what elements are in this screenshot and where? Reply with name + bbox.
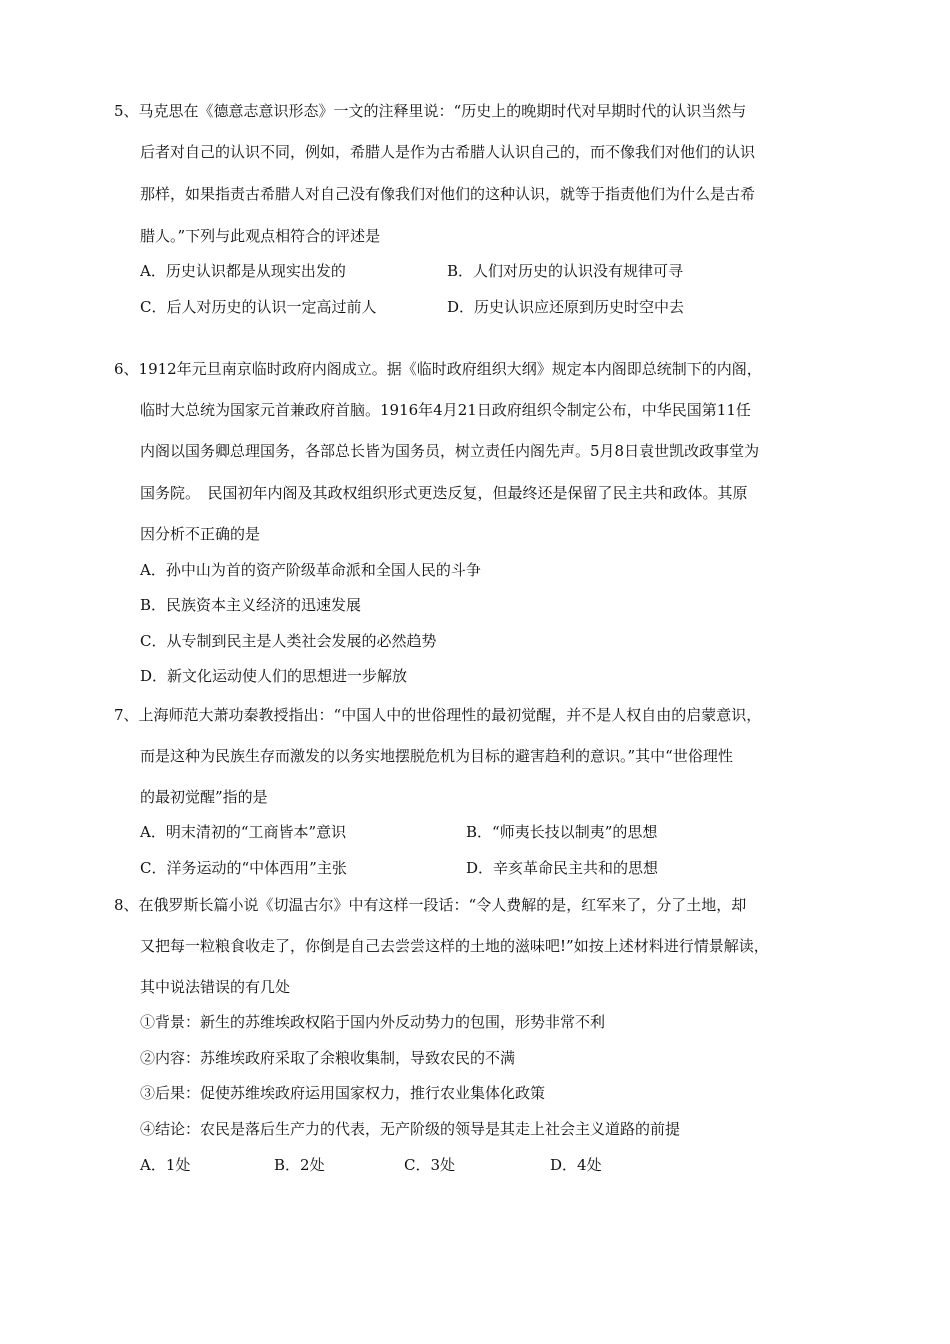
question-5-option-a: A．历史认识都是从现实出发的 xyxy=(140,262,346,280)
question-8-item-4: ④结论：农民是落后生产力的代表，无产阶级的领导是其走上社会主义道路的前提 xyxy=(140,1120,681,1138)
question-7-stem-line-1: 7、上海师范大萧功秦教授指出：“中国人中的世俗理性的最初觉醒，并不是人权自由的启蒙意识， xyxy=(114,706,762,724)
question-6-option-d: D．新文化运动使人们的思想进一步解放 xyxy=(140,667,408,685)
question-7-option-a: A．明末清初的“工商皆本”意识 xyxy=(140,823,347,841)
question-8-item-1: ①背景：新生的苏维埃政权陷于国内外反动势力的包围，形势非常不利 xyxy=(140,1013,606,1031)
question-8-option-d: D．4处 xyxy=(550,1156,602,1174)
question-5-stem-line-4: 腊人。”下列与此观点相符合的评述是 xyxy=(140,227,381,245)
question-5-stem-line-2: 后者对自己的认识不同，例如，希腊人是作为古希腊人认识自己的，而不像我们对他们的认识 xyxy=(140,143,756,161)
question-6-stem-line-4: 国务院。 民国初年内阁及其政权组织形式更迭反复，但最终还是保留了民主共和政体。其原 xyxy=(140,484,748,502)
question-6-stem-line-2: 临时大总统为国家元首兼政府首脑。1916年4月21日政府组织令制定公布，中华民国第11任 xyxy=(140,401,751,419)
question-8-option-c: C．3处 xyxy=(404,1156,456,1174)
question-5-stem-line-3: 那样，如果指责古希腊人对自己没有像我们对他们的这种认识，就等于指责他们为什么是古希 xyxy=(140,185,756,203)
question-8-stem-line-2: 又把每一粒粮食收走了，你倒是自己去尝尝这样的土地的滋味吧!”如按上述材料进行情景解读， xyxy=(140,937,769,955)
question-8-item-2: ②内容：苏维埃政府采取了余粮收集制，导致农民的不满 xyxy=(140,1049,516,1067)
question-8-option-b: B．2处 xyxy=(274,1156,325,1174)
question-6-stem-line-3: 内阁以国务卿总理国务，各部总长皆为国务员，树立责任内阁先声。5月8日袁世凯改政事堂为 xyxy=(140,442,760,460)
question-7-option-b: B．“师夷长技以制夷”的思想 xyxy=(466,823,658,841)
question-6-option-b: B．民族资本主义经济的迅速发展 xyxy=(140,596,362,614)
question-7-option-d: D．辛亥革命民主共和的思想 xyxy=(466,859,659,877)
question-7-stem-line-2: 而是这种为民族生存而激发的以务实地摆脱危机为目标的避害趋利的意识。”其中“世俗理性 xyxy=(140,747,733,765)
question-5-option-c: C．后人对历史的认识一定高过前人 xyxy=(140,298,377,316)
question-8-item-3: ③后果：促使苏维埃政府运用国家权力，推行农业集体化政策 xyxy=(140,1084,546,1102)
question-7-option-c: C．洋务运动的“中体西用”主张 xyxy=(140,859,347,877)
question-8-stem-line-1: 8、在俄罗斯长篇小说《切温古尔》中有这样一段话：“令人费解的是，红军来了，分了土地，却 xyxy=(114,896,747,914)
question-6-option-a: A．孙中山为首的资产阶级革命派和全国人民的斗争 xyxy=(140,561,481,579)
question-6-stem-line-5: 因分析不正确的是 xyxy=(140,525,261,543)
question-5-option-b: B．人们对历史的认识没有规律可寻 xyxy=(447,262,684,280)
question-5-stem-line-1: 5、马克思在《德意志意识形态》一文的注释里说：“历史上的晚期时代对早期时代的认识当然与 xyxy=(114,102,747,120)
question-6-stem-line-1: 6、1912年元旦南京临时政府内阁成立。据《临时政府组织大纲》规定本内阁即总统制下的内阁， xyxy=(114,360,762,378)
question-5-option-d: D．历史认识应还原到历史时空中去 xyxy=(447,298,685,316)
question-8-stem-line-3: 其中说法错误的有几处 xyxy=(140,978,291,996)
question-6-option-c: C．从专制到民主是人类社会发展的必然趋势 xyxy=(140,632,437,650)
question-8-option-a: A．1处 xyxy=(140,1156,191,1174)
question-7-stem-line-3: 的最初觉醒”指的是 xyxy=(140,788,268,806)
